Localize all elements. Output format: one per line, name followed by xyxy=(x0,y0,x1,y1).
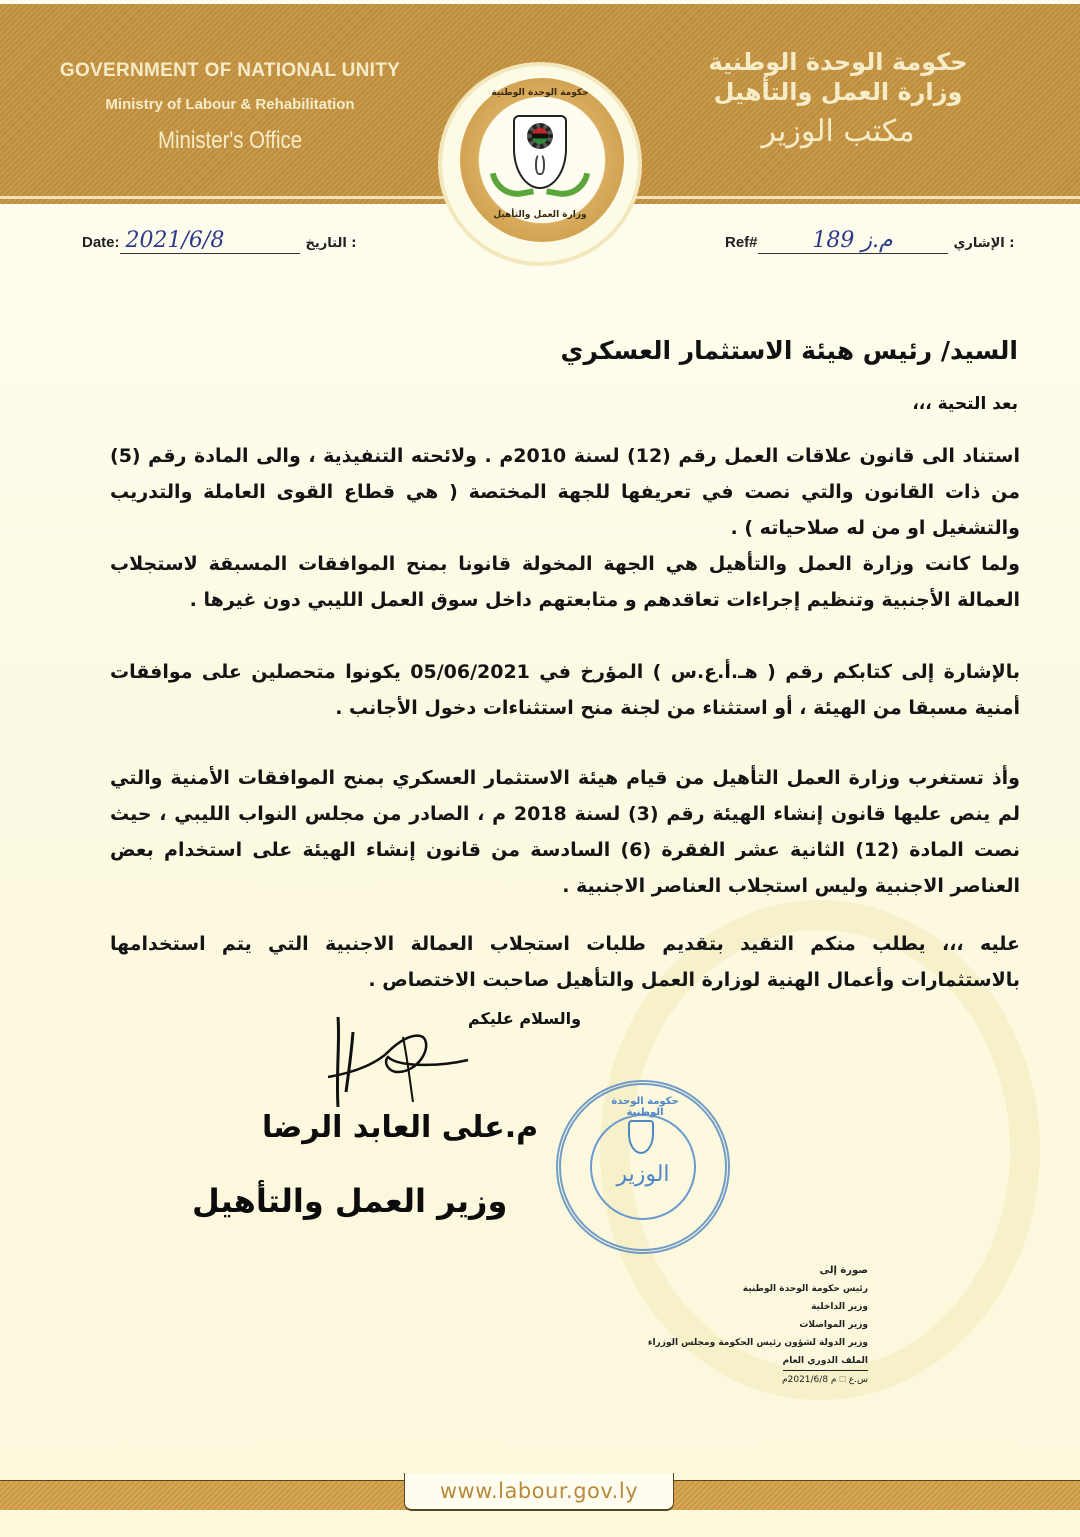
cc-recipient: رئيس حكومة الوحدة الوطنية xyxy=(742,1284,868,1294)
ref-label-ar: الإشاري : xyxy=(953,236,1015,251)
ref-label-en: Ref# xyxy=(725,234,758,251)
paragraph-ministry-authority: ولما كانت وزارة العمل والتأهيل هي الجهة المخولة قانونا بمنح الموافقات المسبقة لاستجلاب العمالة الأجنبية وتنظيم إجراءات تعاقدهم و متابعتهم داخل سوق العمل الليبي دون غيرها . xyxy=(110,553,1020,611)
website-url: www.labour.gov.ly xyxy=(439,1479,639,1503)
date-label-ar: التاريخ : xyxy=(305,236,357,251)
ministry-name-ar: وزارة العمل والتأهيل xyxy=(713,78,963,106)
cc-recipient: الملف الدوري العام xyxy=(783,1352,868,1371)
date-label-en: Date: xyxy=(82,234,120,251)
paragraph-request: عليه ،،، يطلب منكم التقيد بتقديم طلبات استجلاب العمالة الاجنبية التي يتم استخدامها بالاستثمارات وأعمال الهنية لوزارة العمل والتأهيل صاحبت الاختصاص . xyxy=(110,933,1020,991)
date-field xyxy=(82,228,357,254)
letterhead-arabic xyxy=(658,48,1018,149)
paragraph-legal-basis: استناد الى قانون علاقات العمل رقم (12) لسنة 2010م . ولائحته التنفيذية ، والى المادة رقم (5) من ذات القانون والتي نصت في تعريفها للجهة المختصة ( هي قطاع القوى العاملة والتدريب والتشغيل او من له صلاحياته ) . xyxy=(110,445,1020,539)
government-name-ar: حكومة الوحدة الوطنية xyxy=(708,48,968,76)
greeting: بعد التحية ،،، xyxy=(912,394,1018,414)
office-name-ar: مكتب الوزير xyxy=(761,114,915,149)
date-value: 2021/6/8 xyxy=(120,228,300,254)
office-name-en: Minister's Office xyxy=(157,127,303,154)
worker-figure-icon xyxy=(535,153,545,175)
emblem-bottom-text: وزارة العمل والتأهيل xyxy=(493,210,587,220)
paragraph-reference-letter: بالإشارة إلى كتابكم رقم ( هـ.أ.ع.س ) المؤرخ في 05/06/2021 يكونوا متحصلين على موافقات أمنية مسبقا من الهيئة ، أو استثناء من لجنة منح استثناءات دخول الأجانب . xyxy=(110,661,1020,719)
handwritten-signature xyxy=(318,1012,478,1112)
cc-recipient: وزير المواصلات xyxy=(799,1320,868,1330)
letterhead-english xyxy=(30,60,430,155)
footer-url-box xyxy=(404,1473,674,1511)
libya-flag-icon xyxy=(532,128,548,144)
closing-salutation: والسلام عليكم xyxy=(468,1009,582,1028)
stamp-center-text: الوزير xyxy=(616,1162,670,1187)
signatory-title: وزير العمل والتأهيل xyxy=(192,1182,508,1220)
cc-recipient: وزير الدولة لشؤون رئيس الحكومة ومجلس الوزراء xyxy=(647,1338,868,1348)
emblem-top-text: حكومة الوحدة الوطنية xyxy=(491,88,589,98)
cc-file-reference: س.ع 🗆 م 2021/6/8م xyxy=(782,1375,868,1385)
cc-list xyxy=(648,1262,868,1389)
ref-value: 189 م.ز xyxy=(758,228,948,254)
stamp-ring-text: حكومة الوحدة الوطنية xyxy=(611,1096,679,1118)
cc-recipient: وزير الداخلية xyxy=(811,1302,868,1312)
signatory-name: م.على العابد الرضا xyxy=(262,1110,539,1145)
paragraph-objection: وأذ تستغرب وزارة العمل التأهيل من قيام هيئة الاستثمار العسكري بمنح الموافقات الأمنية والتي لم ينص عليها قانون إنشاء الهيئة رقم (3) لسنة 2018 م ، الصادر من مجلس النواب الليبي ، حيث نصت المادة (12) الثانية عشر الفقرة (6) السادسة من قانون إنشاء الهيئة على استخدام بعض العناصر الاجنبية وليس استجلاب العناصر الاجنبية . xyxy=(110,767,1021,897)
ministry-name-en: Ministry of Labour & Rehabilitation xyxy=(105,96,355,113)
cc-heading: صورة إلى xyxy=(819,1265,868,1276)
addressee: السيد/ رئيس هيئة الاستثمار العسكري xyxy=(560,336,1018,365)
reference-field xyxy=(725,228,1014,254)
government-name-en: GOVERNMENT OF NATIONAL UNITY xyxy=(59,60,401,81)
